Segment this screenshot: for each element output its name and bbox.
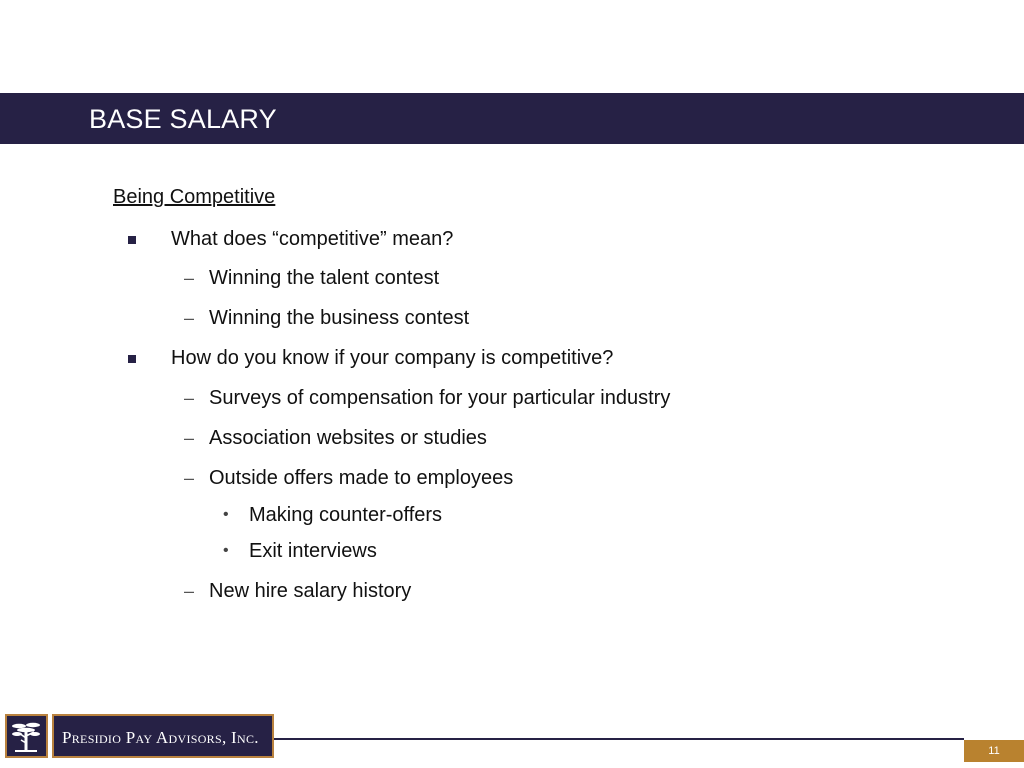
sub-list-item-text: Association websites or studies bbox=[209, 427, 487, 449]
sub-sub-list-item-text: Exit interviews bbox=[249, 540, 377, 562]
dash-bullet-icon: – bbox=[184, 468, 195, 488]
sub-list-item-text: Winning the talent contest bbox=[209, 267, 440, 289]
dot-bullet-icon: • bbox=[223, 542, 229, 559]
sub-sub-list-item-text: Making counter-offers bbox=[249, 504, 443, 526]
sub-list-item-text: Surveys of compensation for your particular industry bbox=[209, 387, 671, 409]
square-bullet-icon bbox=[128, 236, 136, 244]
footer-divider bbox=[274, 738, 964, 740]
list-item-text: How do you know if your company is competitive? bbox=[171, 347, 614, 369]
company-name: Presidio Pay Advisors, Inc. bbox=[62, 728, 259, 747]
dot-bullet-icon: • bbox=[223, 506, 229, 523]
sub-list-item-text: Outside offers made to employees bbox=[209, 467, 514, 489]
dash-bullet-icon: – bbox=[184, 428, 195, 448]
dash-bullet-icon: – bbox=[184, 268, 195, 288]
dash-bullet-icon: – bbox=[184, 308, 195, 328]
square-bullet-icon bbox=[128, 355, 136, 363]
dash-bullet-icon: – bbox=[184, 388, 195, 408]
sub-list-item-text: Winning the business contest bbox=[209, 307, 470, 329]
list-item-text: What does “competitive” mean? bbox=[171, 228, 454, 250]
slide-title: BASE SALARY bbox=[89, 104, 277, 134]
section-heading: Being Competitive bbox=[113, 186, 276, 208]
company-logo-emblem bbox=[5, 714, 48, 758]
dash-bullet-icon: – bbox=[184, 581, 195, 601]
page-number: 11 bbox=[988, 745, 1000, 757]
tree-icon bbox=[7, 716, 46, 756]
sub-list-item-text: New hire salary history bbox=[209, 580, 412, 602]
